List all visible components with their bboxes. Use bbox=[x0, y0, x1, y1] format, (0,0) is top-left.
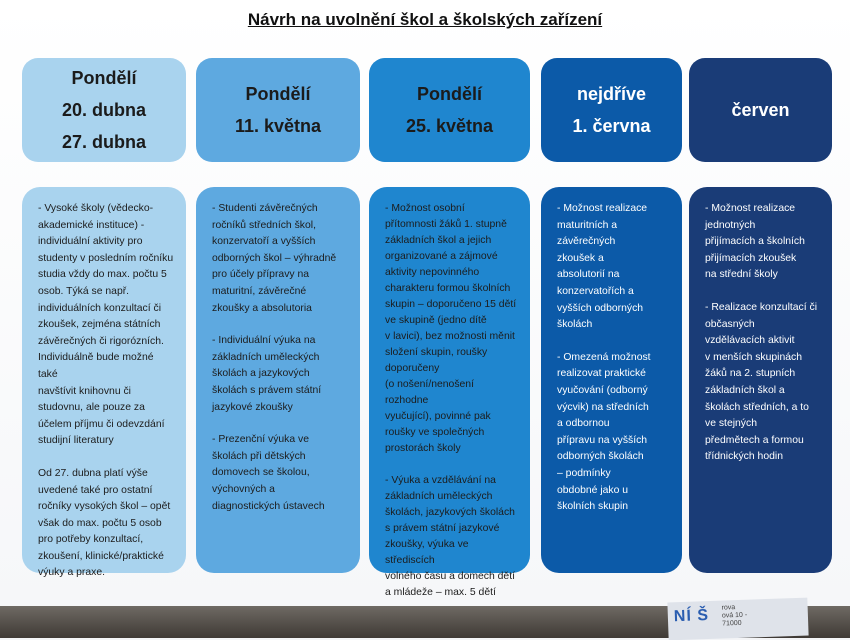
header-col-2-line-2: 11. května bbox=[234, 116, 322, 136]
col-4-paragraph-2: - Omezená možnost realizovat praktické vyučování (odborný výcvik) na středních a odbornou přípravu na vyšších odborných školách – podmínky obdobné jako u školních skupin bbox=[557, 351, 651, 513]
col-2-paragraph-3: - Prezenční výuka ve školách při dětských domovech se školou, výchovných a diagnostických ústavech bbox=[212, 434, 325, 512]
header-col-3-line-1: Pondělí bbox=[416, 84, 482, 104]
col-5-paragraph-1: - Možnost realizace jednotných přijímacích a školních přijímacích zkoušek na střední školy bbox=[705, 203, 805, 281]
header-col-4-line-1: nejdříve bbox=[576, 84, 647, 104]
col-1-paragraph-1: - Vysoké školy (vědecko- akademické instituce) - individuální aktivity pro studenty v posledním ročníku studia vždy do max. počtu 5 osob. Týká se např. individuálních konzultací či zkoušek, zejména státních závěrečných či rigorózních. Individuálně bude možné také navštívit knihovnu či studovnu, ale pouze za účelem příjmu či odevzdání studijní literatury bbox=[38, 203, 174, 447]
header-col-5-line-1: červen bbox=[731, 100, 790, 120]
header-col-1-line-3: 27. dubna bbox=[61, 132, 146, 152]
header-col-1 bbox=[22, 58, 186, 162]
col-1-paragraph-2: Od 27. dubna platí výše uvedené také pro ostatní ročníky vysokých škol – opět však do max. počtu 5 osob pro potřeby konzultací, zkoušení, klinické/praktické výuky a praxe. bbox=[38, 467, 171, 579]
underlying-paper bbox=[667, 598, 808, 640]
header-col-4 bbox=[541, 58, 682, 162]
col-5-paragraph-2: - Realizace konzultací či občasných vzdělávacích aktivit v menších skupinách žáků na 2. stupních základních škol a školách středních, a to ve stejných předmětech a formou třídnických hodin bbox=[705, 301, 818, 463]
document-title: Návrh na uvolnění škol a školských zařízení bbox=[247, 10, 603, 29]
header-col-2-line-1: Pondělí bbox=[245, 84, 311, 104]
content-col-4 bbox=[541, 187, 682, 573]
col-2-paragraph-1: - Studenti závěrečných ročníků středních škol, konzervatoří a vyšších odborných škol – výhradně pro účely přípravy na maturitní, závěrečné zkoušky a absolutoria bbox=[212, 203, 337, 314]
header-col-2 bbox=[196, 58, 360, 162]
underlying-paper-small-text: rova ová 10 - 71000 bbox=[721, 604, 748, 628]
content-col-1 bbox=[22, 187, 186, 579]
header-col-4-line-2: 1. června bbox=[572, 116, 651, 136]
content-col-2 bbox=[196, 187, 360, 573]
header-col-3 bbox=[369, 58, 530, 162]
underlying-paper-text: NÍ Š bbox=[673, 607, 710, 626]
content-col-3 bbox=[369, 187, 530, 598]
header-col-1-line-1: Pondělí bbox=[71, 68, 137, 88]
header-col-1-line-2: 20. dubna bbox=[61, 100, 146, 120]
col-2-paragraph-2: - Individuální výuka na základních uměleckých školách a jazykových školách s právem státní jazykové zkoušky bbox=[212, 335, 322, 413]
col-3-paragraph-2: - Výuka a vzdělávání na základních uměleckých školách, jazykových školách s právem státní jazykové zkoušky, výuka ve střediscích volného času a domech dětí a mládeže – max. 5 dětí bbox=[385, 475, 515, 598]
col-3-paragraph-1: - Možnost osobní přítomnosti žáků 1. stupně základních škol a jejich organizované a zájmové aktivity nepovinného charakteru formou školních skupin – doporučeno 15 dětí ve skupině (jedno dítě v lavici), bez možnosti měnit složení skupin, roušky doporučeny (o nošení/nenošení rozhodne vyučující), povinné pak roušky ve společných prostorách školy bbox=[385, 203, 517, 454]
header-col-3-line-2: 25. května bbox=[405, 116, 494, 136]
col-4-paragraph-1: - Možnost realizace maturitních a závěrečných zkoušek a absolutorií na konzervatořích a vyšších odborných školách bbox=[557, 203, 648, 331]
content-col-5 bbox=[689, 187, 832, 573]
header-col-5 bbox=[689, 58, 832, 162]
